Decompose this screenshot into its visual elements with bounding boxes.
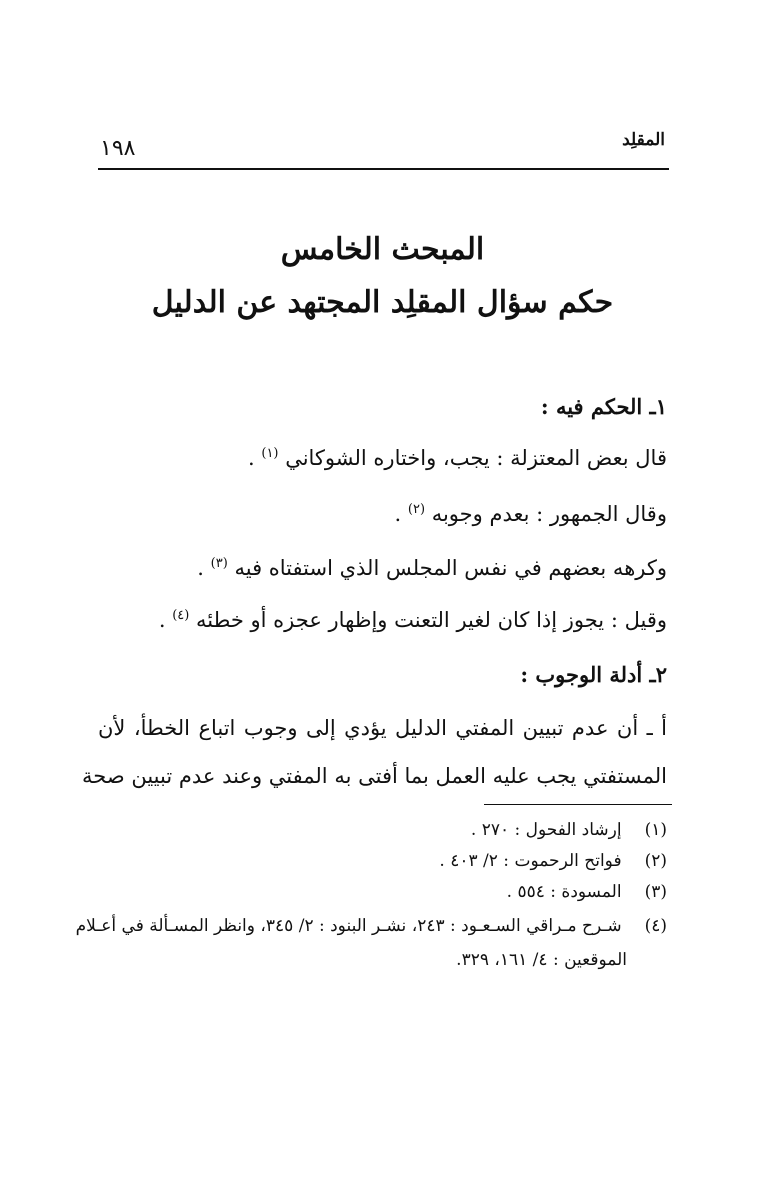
page-number: ١٩٨ (100, 136, 136, 161)
paragraph-line-1: أ ـ أن عدم تبيين المفتي الدليل يؤدي إلى وجوب اتباع الخطأ، لأن (98, 716, 667, 740)
footnote-4-continuation: الموقعين : ٤/ ١٦١، ٣٢٩. (456, 950, 627, 970)
footnote-text: شـرح مـراقي السـعـود : ٢٤٣، نشـر البنود : ٢/ ٣٤٥، وانظر المسـألة في أعـلام (75, 916, 622, 936)
footnote-number: (٤) (644, 916, 667, 936)
line-end: . (247, 446, 255, 470)
paragraph-line-2: المستفتي يجب عليه العمل بما أفتى به المفتي وعند عدم تبيين صحة (82, 764, 667, 788)
running-head: المقلِد (622, 130, 665, 150)
footnote-3 (98, 882, 667, 902)
line-end: . (197, 556, 204, 580)
footnote-number: (٢) (644, 851, 667, 871)
footnote-ref: (٢) (407, 502, 426, 517)
body-line-1 (98, 446, 667, 470)
footnote-2 (98, 851, 667, 871)
footnote-number: (٣) (644, 882, 667, 902)
footnote-ref: (٤) (172, 608, 190, 623)
subheading-ruling: ١ـ الحكم فيه : (540, 394, 667, 419)
body-line-4 (98, 608, 667, 632)
line-end: . (158, 608, 166, 632)
body-line-3 (98, 556, 667, 580)
section-title: المبحث الخامس (280, 232, 485, 267)
footnote-text: فواتح الرحموت : ٢/ ٤٠٣ . (439, 851, 622, 871)
footnote-text: إرشاد الفحول : ٢٧٠ . (470, 820, 622, 840)
footnote-ref: (١) (261, 446, 279, 461)
body-line-2 (98, 502, 667, 526)
footnote-ref: (٣) (210, 556, 228, 571)
section-subtitle: حكم سؤال المقلِد المجتهد عن الدليل (151, 285, 614, 320)
line-text: وكرهه بعضهم في نفس المجلس الذي استفتاه فيه (234, 556, 667, 580)
line-text: وقال الجمهور : بعدم وجوبه (431, 502, 667, 526)
footnote-4 (75, 916, 667, 936)
footnote-separator (484, 804, 672, 805)
footnote-number: (١) (644, 820, 667, 840)
header-rule (98, 168, 669, 170)
footnote-text: المسودة : ٥٥٤ . (506, 882, 622, 902)
subheading-evidence: ٢ـ أدلة الوجوب : (520, 662, 667, 687)
line-text: وقيل : يجوز إذا كان لغير التعنت وإظهار عجزه أو خطئه (196, 608, 667, 632)
footnote-1 (98, 820, 667, 840)
line-end: . (394, 502, 402, 526)
line-text: قال بعض المعتزلة : يجب، واختاره الشوكاني (285, 446, 667, 470)
